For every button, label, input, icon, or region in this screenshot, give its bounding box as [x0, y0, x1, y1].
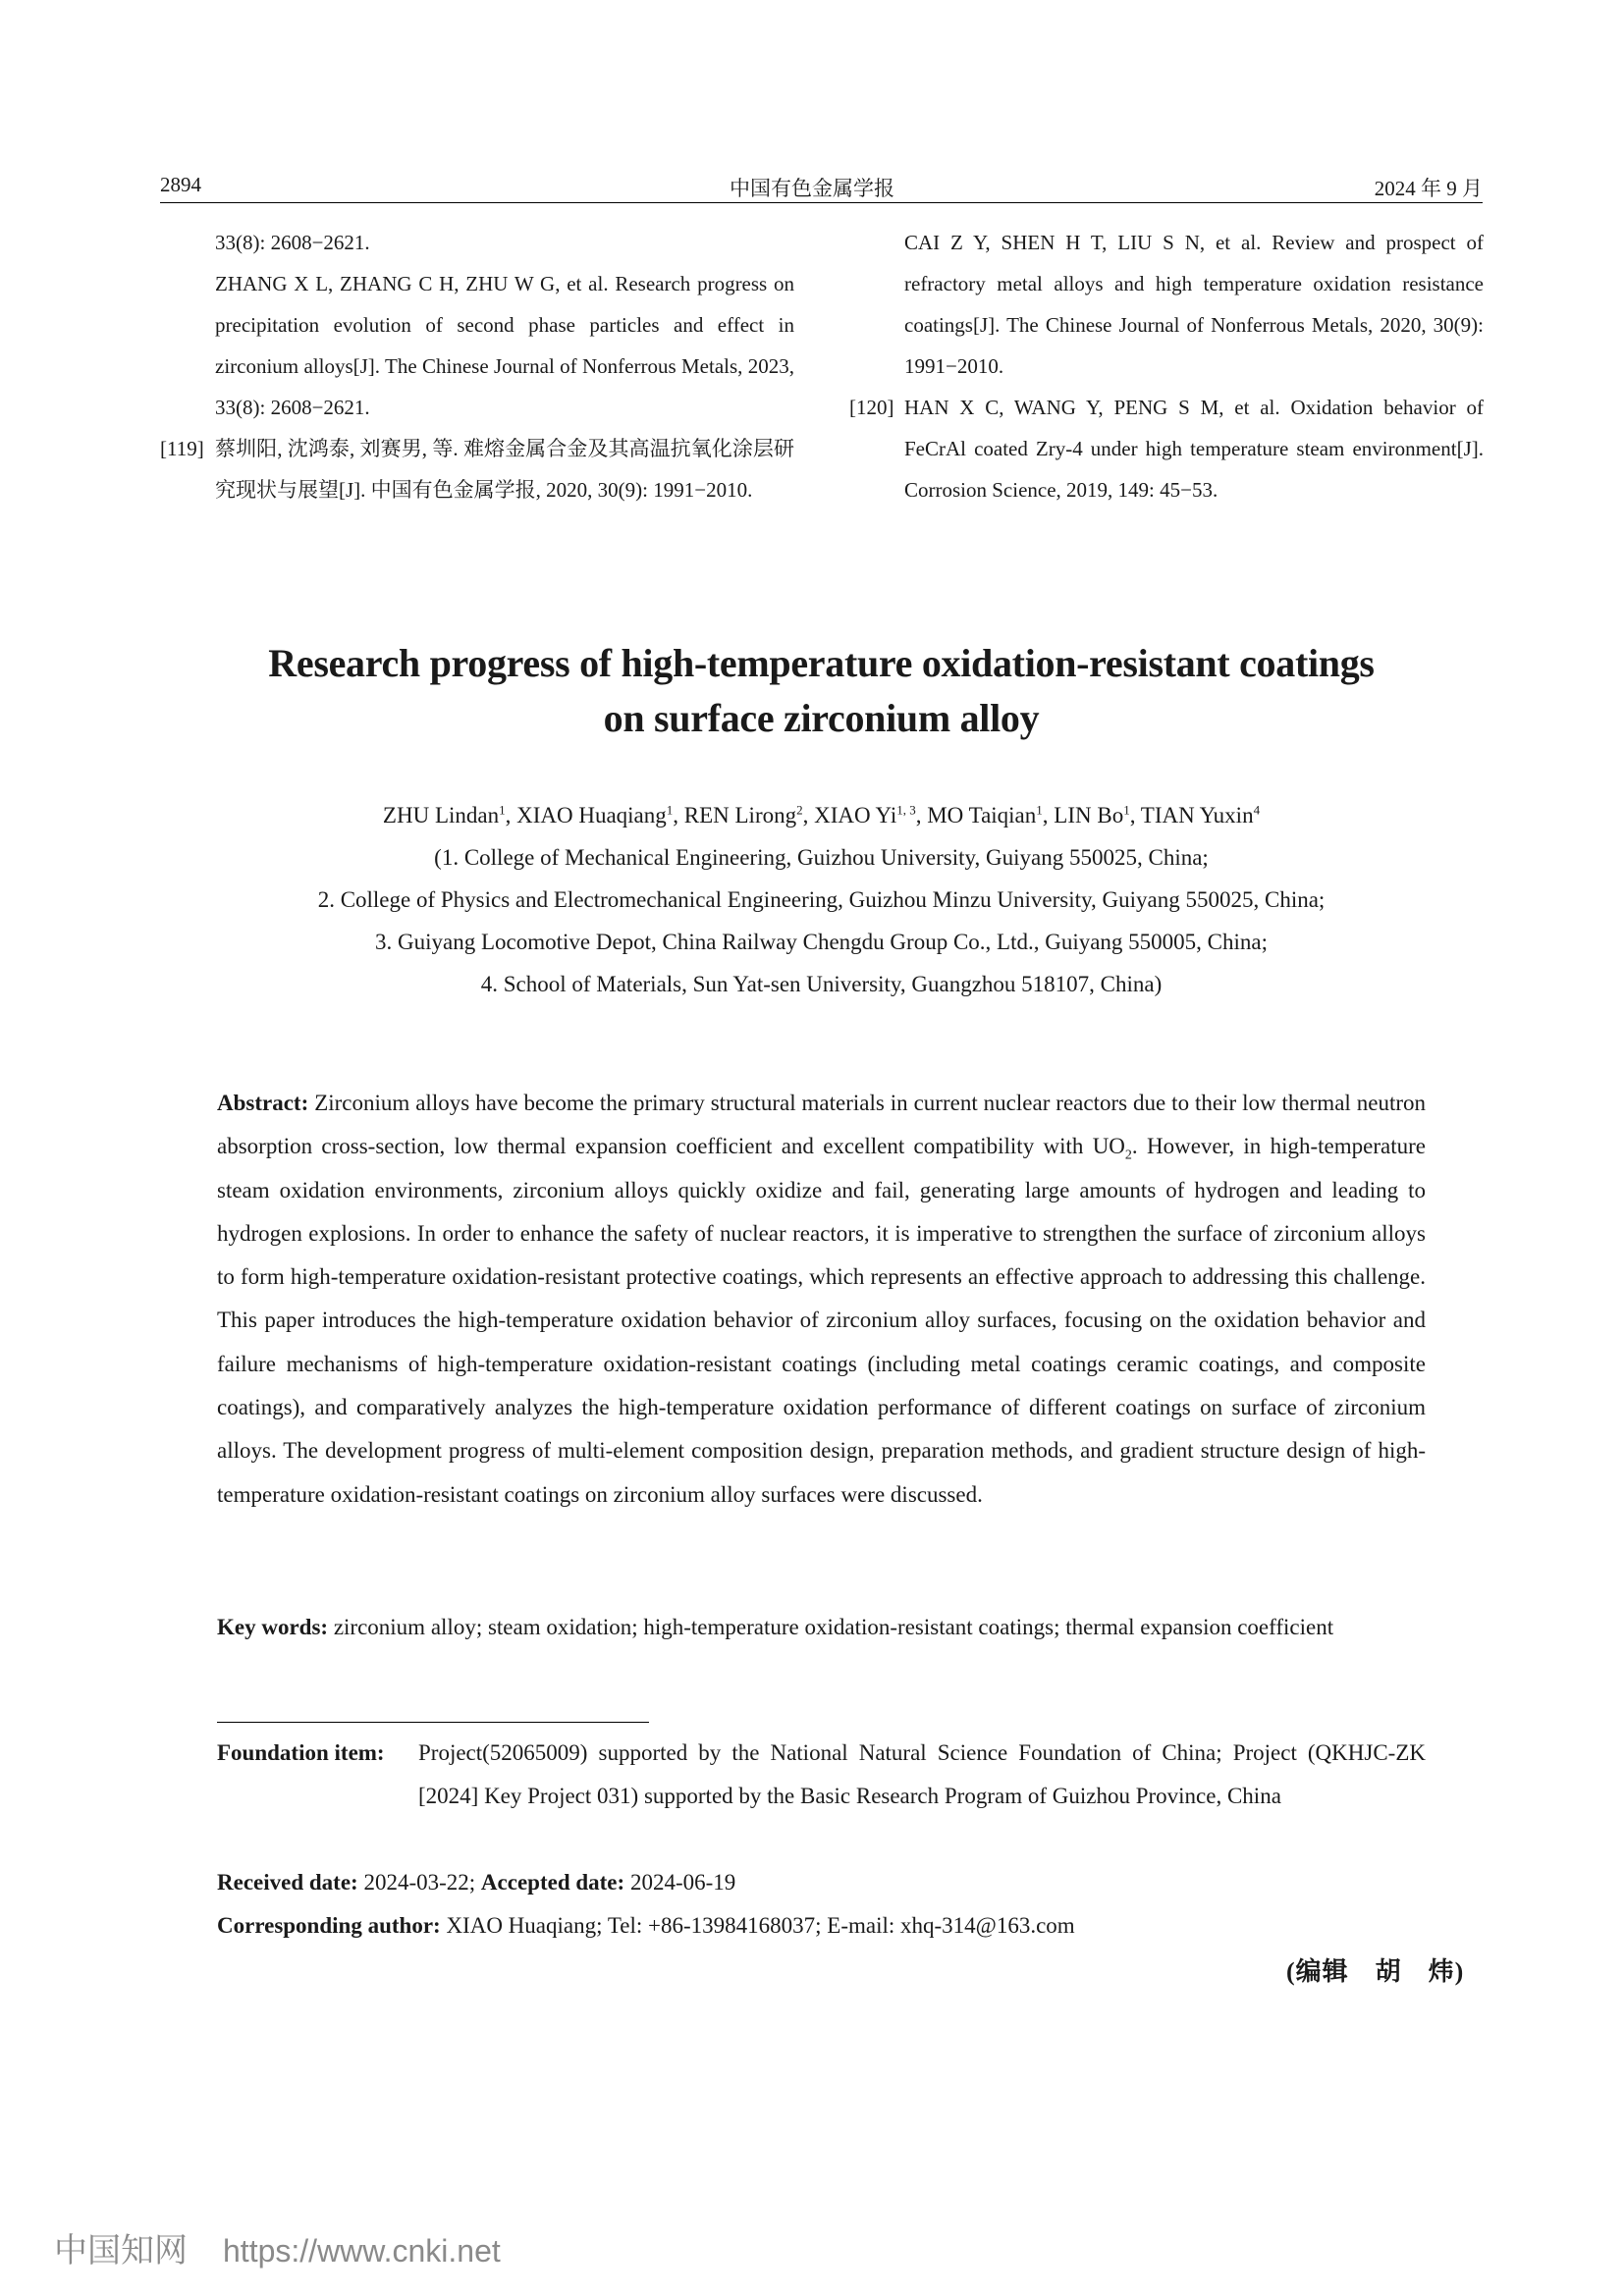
author-list: ZHU Lindan$^1$, XIAO Huaqiang$^1$, REN Lirong$^2$, XIAO Yi$^{1, 3}$, MO Taiqian$^1$, LIN Bo$^1$, TIAN Yuxin$^4$ — [382, 802, 1261, 828]
keywords-label: Key words: — [217, 1615, 329, 1639]
watermark-brand: 中国知网 — [54, 2232, 188, 2269]
reference-cont-english: ZHANG X L, ZHANG C H, ZHU W G, et al. Research progress on precipitation evolution of second phase particles and effect in zirconium alloys[J]. The Chinese Journal of Nonferrous Metals, 2023, 33(8): 2608−2621. — [215, 272, 794, 419]
title-line-2: on surface zirconium alloy — [603, 696, 1040, 740]
author-affiliation-mark: 4 — [1253, 802, 1261, 818]
author-affiliation-mark: 1 — [1036, 802, 1043, 818]
editor-note: (编辑 胡 炜) — [1286, 1957, 1465, 1986]
journal-name: 中国有色金属学报 — [730, 177, 894, 200]
affiliation-2: 2. College of Physics and Electromechanical Engineering, Guizhou Minzu University, Guiyang 550025, China; — [317, 887, 1326, 912]
reference-cont-line: 33(8): 2608−2621. — [215, 231, 370, 254]
foundation-item — [217, 1732, 1426, 1818]
header-rule — [160, 202, 1483, 203]
affiliation-3: 3. Guiyang Locomotive Depot, China Railway Chengdu Group Co., Ltd., Guiyang 550005, China; — [374, 930, 1269, 954]
foundation-text: Project(52065009) supported by the National Natural Science Foundation of China; Project (QKHJC-ZK [2024] Key Project 031) supported by the Basic Research Program of Guizhou Province, China — [418, 1740, 1426, 1808]
reference-cont-english: CAI Z Y, SHEN H T, LIU S N, et al. Review and prospect of refractory metal alloys and high temperature oxidation resistance coatings[J]. The Chinese Journal of Nonferrous Metals, 2020, 30(9): 1991−2010. — [904, 231, 1484, 378]
corresponding-label: Corresponding author: — [217, 1913, 441, 1938]
issue-date: 2024 年 9 月 — [1374, 177, 1483, 200]
reference-text: HAN X C, WANG Y, PENG S M, et al. Oxidation behavior of FeCrAl coated Zry-4 under high temperature steam environment[J]. Corrosion Science, 2019, 149: 45−53. — [904, 396, 1484, 502]
foundation-label: Foundation item: — [217, 1740, 385, 1765]
reference-continuation — [160, 222, 794, 428]
watermark-url: https://www.cnki.net — [223, 2233, 501, 2269]
author-affiliation-mark: 1, 3 — [896, 802, 916, 818]
reference-119 — [160, 428, 794, 510]
reference-column-left — [160, 222, 794, 510]
page-number: 2894 — [160, 173, 201, 196]
abstract — [217, 1082, 1426, 1517]
author-name: REN Lirong — [683, 803, 797, 828]
author-affiliation-mark: 2 — [796, 802, 803, 818]
author-name: ZHU Lindan — [382, 803, 500, 828]
author-name: MO Taiqian — [927, 803, 1037, 828]
author-affiliation-mark: 1 — [499, 802, 506, 818]
title-line-1: Research progress of high-temperature oxidation-resistant coatings — [268, 641, 1375, 685]
author-name: LIN Bo — [1054, 803, 1124, 828]
reference-continuation — [849, 222, 1484, 387]
author-affiliation-mark: 1 — [1123, 802, 1130, 818]
keywords-text: zirconium alloy; steam oxidation; high-temperature oxidation-resistant coatings; thermal expansion coefficient — [328, 1615, 1334, 1639]
paper-title — [160, 636, 1483, 746]
reference-number: [119] — [160, 437, 204, 460]
author-name: XIAO Yi — [814, 803, 897, 828]
reference-column-right — [849, 222, 1484, 510]
abstract-subscript: 2 — [1124, 1148, 1132, 1163]
received-label: Received date: — [217, 1870, 358, 1895]
accepted-date: 2024-06-19 — [624, 1870, 736, 1895]
received-date: 2024-03-22; — [357, 1870, 481, 1895]
corresponding-text: XIAO Huaqiang; Tel: +86-13984168037; E-mail: xhq-314@163.com — [440, 1913, 1075, 1938]
abstract-text-b: . However, in high-temperature steam oxidation environments, zirconium alloys quickly oxidize and fail, generating large amounts of hydrogen and leading to hydrogen explosions. In order to enhance the safety of nuclear reactors, it is imperative to strengthen the surface of zirconium alloys to form high-temperature oxidation-resistant protective coatings, which represents an effective approach to addressing this challenge. This paper introduces the high-temperature oxidation behavior of zirconium alloy surfaces, focusing on the oxidation behavior and failure mechanisms of high-temperature oxidation-resistant coatings (including metal coatings ceramic coatings, and composite coatings), and comparatively analyzes the high-temperature oxidation performance of different coatings on surface of zirconium alloys. The development progress of multi-element composition design, preparation methods, and gradient structure design of high-temperature oxidation-resistant coatings on zirconium alloy surfaces were discussed. — [217, 1134, 1426, 1507]
affiliation-1: (1. College of Mechanical Engineering, Guizhou University, Guiyang 550025, China; — [434, 845, 1209, 870]
abstract-text-a: Zirconium alloys have become the primary structural materials in current nuclear reactors due to their low thermal neutron absorption cross-section, low thermal expansion coefficient and excellent compatibility with UO — [217, 1091, 1426, 1159]
received-accepted-dates — [217, 1861, 735, 1904]
author-name: XIAO Huaqiang — [516, 803, 667, 828]
author-name: TIAN Yuxin — [1140, 803, 1254, 828]
abstract-label: Abstract: — [217, 1091, 309, 1115]
cnki-watermark — [54, 2223, 501, 2271]
footnote-rule — [217, 1722, 649, 1723]
corresponding-author — [217, 1904, 1075, 1948]
affiliation-4: 4. School of Materials, Sun Yat-sen University, Guangzhou 518107, China) — [480, 972, 1163, 996]
author-affiliation-mark: 1 — [666, 802, 674, 818]
keywords — [217, 1606, 1426, 1649]
accepted-label: Accepted date: — [480, 1870, 625, 1895]
reference-120 — [849, 387, 1484, 510]
reference-text: 蔡圳阳, 沈鸿泰, 刘赛男, 等. 难熔金属合金及其高温抗氧化涂层研究现状与展望[J]. 中国有色金属学报, 2020, 30(9): 1991−2010. — [215, 437, 794, 502]
reference-number: [120] — [849, 396, 894, 419]
